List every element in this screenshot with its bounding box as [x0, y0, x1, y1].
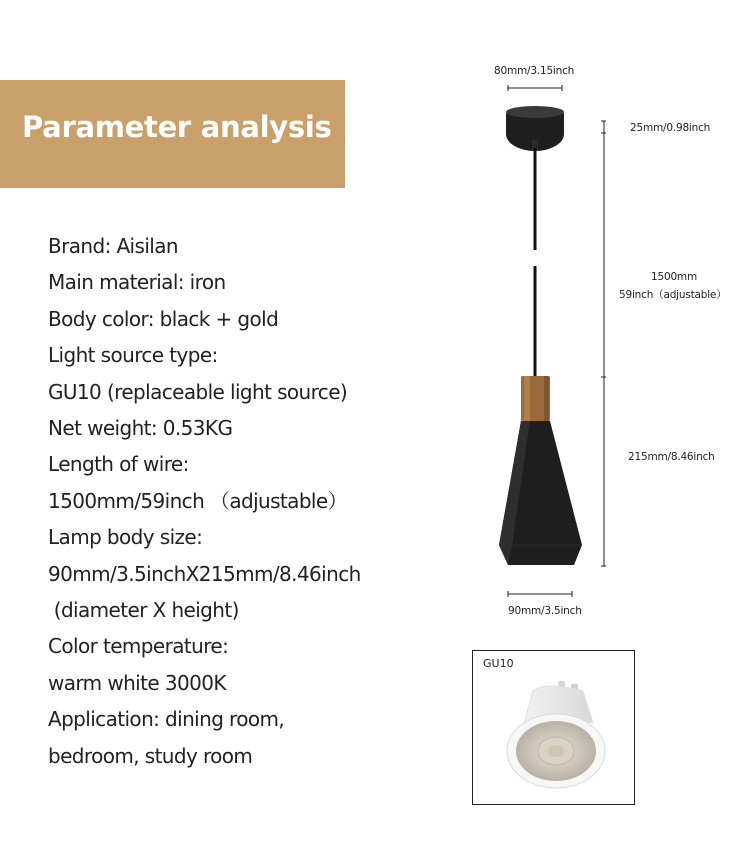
spec-line: Light source type:: [48, 343, 218, 368]
spec-line: bedroom, study room: [48, 743, 253, 768]
bulb-label: GU10: [483, 657, 514, 670]
spec-line: Application: dining room,: [48, 707, 285, 732]
spec-line: Length of wire:: [48, 452, 189, 477]
canopy-width-label: 80mm/3.15inch: [494, 65, 575, 77]
spec-line: (diameter X height): [48, 598, 239, 623]
spec-line: GU10 (replaceable light source): [48, 379, 348, 404]
gold-collar: [521, 376, 550, 421]
spec-line: Main material: iron: [48, 270, 226, 295]
spec-line: 1500mm/59inch （adjustable）: [48, 488, 347, 513]
wire-length-inch-label: 59inch（adjustable）: [619, 289, 727, 301]
spec-line: Lamp body size:: [48, 525, 203, 550]
wire-length-mm-label: 1500mm: [651, 271, 697, 283]
lamp-canopy: [506, 106, 564, 151]
body-diameter-bracket: [508, 591, 572, 597]
spec-line: 90mm/3.5inchX215mm/8.46inch: [48, 561, 361, 586]
body-height-label: 215mm/8.46inch: [628, 451, 715, 463]
body-diameter-label: 90mm/3.5inch: [508, 605, 582, 617]
page-title: Parameter analysis: [22, 110, 332, 144]
spec-line: Brand: Aisilan: [48, 234, 178, 258]
canopy-height-label: 25mm/0.98inch: [630, 122, 711, 134]
gu10-bulb-image: [473, 651, 634, 804]
height-brackets: [601, 121, 606, 566]
canopy-width-bracket: [508, 85, 562, 91]
spec-line: Body color: black + gold: [48, 306, 279, 331]
spec-line: Color temperature:: [48, 634, 229, 659]
spec-line: Net weight: 0.53KG: [48, 416, 233, 441]
lamp-body: [499, 421, 582, 565]
bulb-inset: [472, 650, 635, 805]
spec-line: warm white 3000K: [48, 670, 226, 695]
